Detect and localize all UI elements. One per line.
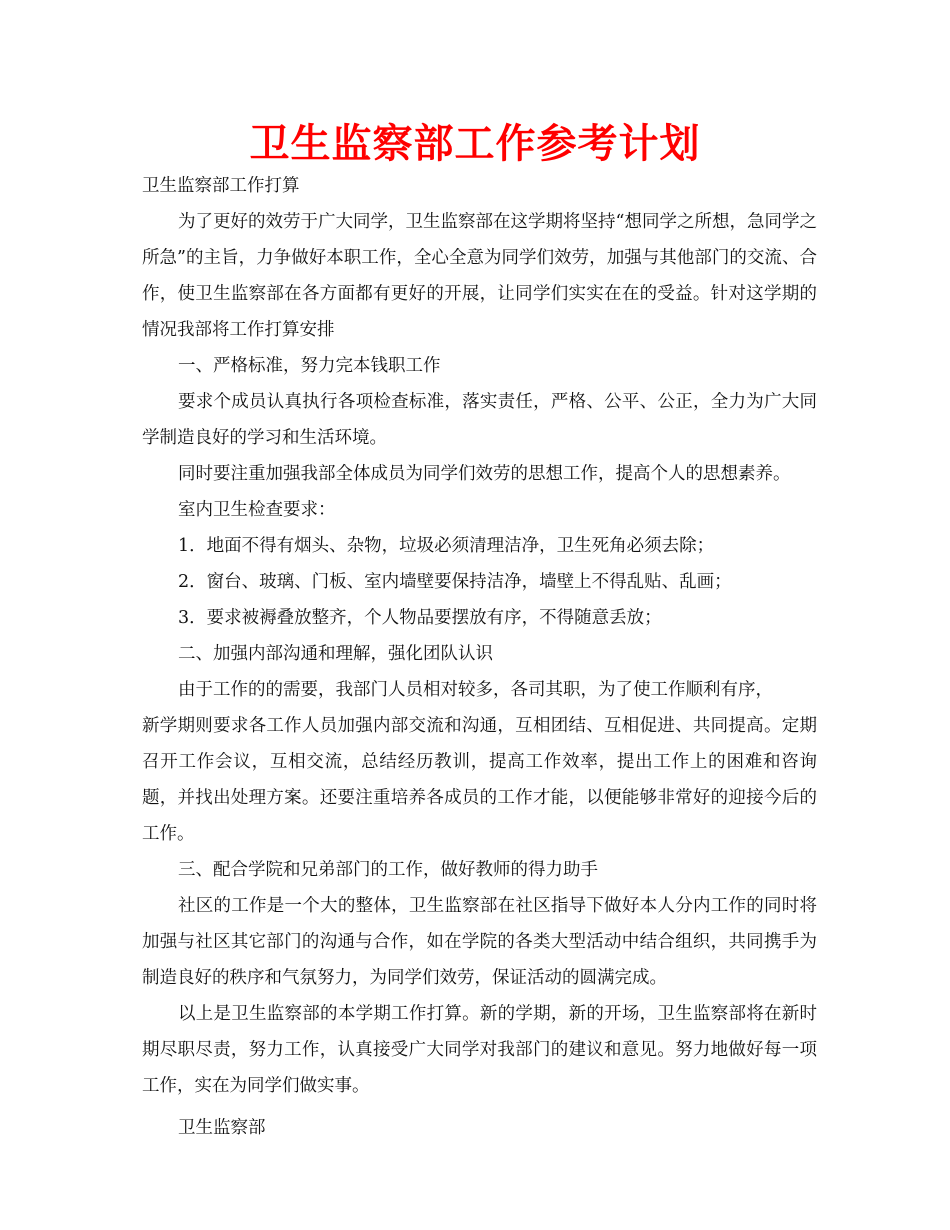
paragraph-3: 社区的工作是一个大的整体，卫生监察部在社区指导下做好本人分内工作的同时将加强与社区其它部门的沟通与合作，如在学院的各类大型活动中结合组织，共同携手为制造良好的秩序和气氛努力，为同学们效劳，保证活动的圆满完成。 xyxy=(142,896,817,988)
document-title: 卫生监察部工作参考计划 xyxy=(249,121,701,167)
section-heading-2: 二、加强内部沟通和理解，强化团队认识 xyxy=(178,644,493,664)
signature: 卫生监察部 xyxy=(178,1118,266,1138)
checklist-item-3: 3．要求被褥叠放整齐，个人物品要摆放有序，不得随意丢放； xyxy=(178,608,662,628)
paragraph-2b: 新学期则要求各工作人员加强内部交流和沟通，互相团结、互相促进、共同提高。定期召开工作会议，互相交流，总结经历教训，提高工作效率，提出工作上的困难和咨询题，并找出处理方案。还要注重培养各成员的工作才能，以便能够非常好的迎接今后的工作。 xyxy=(142,716,817,844)
checklist-item-2: 2．窗台、玻璃、门板、室内墙壁要保持洁净，墙壁上不得乱贴、乱画； xyxy=(178,572,732,592)
paragraph-1a: 要求个成员认真执行各项检查标准，落实责任，严格、公平、公正，全力为广大同学制造良好的学习和生活环境。 xyxy=(142,392,817,448)
paragraph-conclusion: 以上是卫生监察部的本学期工作打算。新的学期，新的开场，卫生监察部将在新时期尽职尽责，努力工作，认真接受广大同学对我部门的建议和意见。努力地做好每一项工作，实在为同学们做实事。 xyxy=(142,1004,817,1096)
document-subtitle: 卫生监察部工作打算 xyxy=(142,176,300,196)
checklist-item-1: 1．地面不得有烟头、杂物，垃圾必须清理洁净，卫生死角必须去除； xyxy=(178,536,715,556)
section-heading-1: 一、严格标准，努力完本钱职工作 xyxy=(178,356,441,376)
checklist-heading: 室内卫生检查要求： xyxy=(178,500,336,520)
document-body xyxy=(142,168,817,1146)
section-heading-3: 三、配合学院和兄弟部门的工作，做好教师的得力助手 xyxy=(178,860,598,880)
paragraph-2a: 由于工作的的需要，我部门人员相对较多，各司其职，为了使工作顺利有序， xyxy=(178,680,773,700)
paragraph-1b: 同时要注重加强我部全体成员为同学们效劳的思想工作，提高个人的思想素养。 xyxy=(178,464,791,484)
paragraph-intro: 为了更好的效劳于广大同学，卫生监察部在这学期将坚持“想同学之所想，急同学之所急”的主旨，力争做好本职工作，全心全意为同学们效劳，加强与其他部门的交流、合作，使卫生监察部在各方面都有更好的开展，让同学们实实在在的受益。针对这学期的情况我部将工作打算安排 xyxy=(142,212,817,340)
